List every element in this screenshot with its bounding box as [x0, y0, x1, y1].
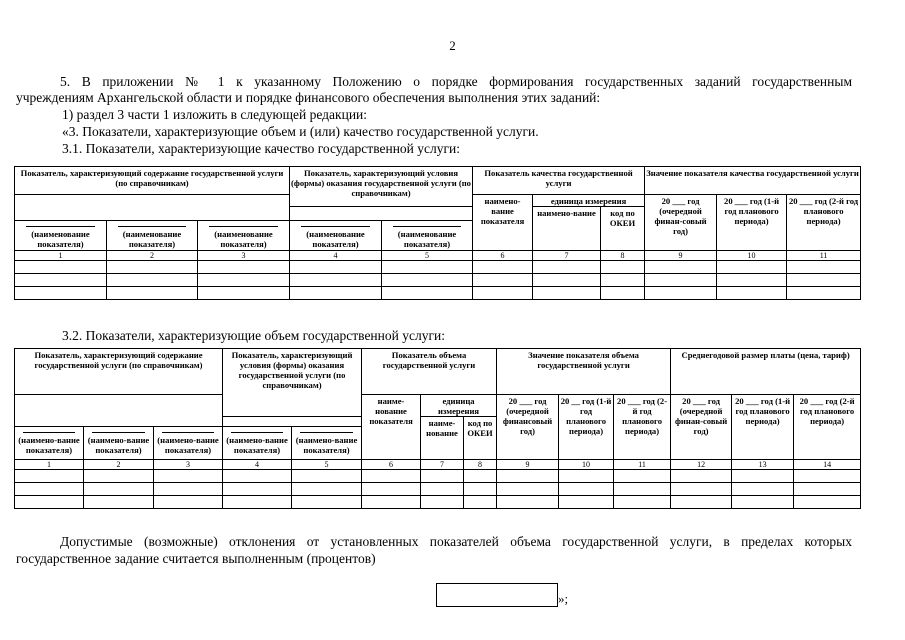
t1-header-value: Значение показателя качества государственной услуги	[645, 167, 861, 195]
t1-col-number: 1	[15, 251, 107, 261]
t1-col-number: 7	[533, 251, 601, 261]
t2-header-fee-current: 20 ___ год (очередной финан-совый год)	[671, 395, 732, 460]
t1-col-number: 2	[107, 251, 198, 261]
t2-header-content: Показатель, характеризующий содержание государственной услуги (по справочникам)	[15, 349, 223, 395]
t1-header-okei: код по ОКЕИ	[601, 207, 645, 251]
t1-header-year-plan1: 20 ___ год (1-й год планового периода)	[717, 195, 787, 251]
t1-sub-col-4: (наименование показателя)	[290, 221, 382, 251]
table-row	[15, 287, 861, 300]
t2-header-unit-name: наиме-нование	[421, 417, 464, 460]
t2-col-number: 9	[497, 460, 559, 470]
section-3-heading: «3. Показатели, характеризующие объем и (или) качество государственной услуги.	[62, 124, 539, 139]
t1-header-conditions: Показатель, характеризующий условия (формы) оказания государственной услуги (по справочникам)	[290, 167, 473, 207]
t2-spacer	[15, 417, 223, 427]
table-row	[15, 470, 861, 483]
table-row	[15, 496, 861, 509]
table-row	[15, 261, 861, 274]
item1-text: 1) раздел 3 части 1 изложить в следующей редакции:	[62, 107, 368, 122]
table-row	[15, 483, 861, 496]
item5-line1: 5. В приложении № 1 к указанному Положению о порядке формирования государственных заданий государственным	[60, 74, 852, 89]
quality-indicators-table	[14, 166, 861, 300]
t2-col-number: 10	[559, 460, 614, 470]
section-3-1-heading: 3.1. Показатели, характеризующие качество государственной услуги:	[62, 141, 461, 156]
t1-col-number: 4	[290, 251, 382, 261]
t2-header-value-plan2: 20 ___ год (2-й год планового периода)	[614, 395, 671, 460]
t1-col-number: 5	[382, 251, 473, 261]
table-row	[15, 274, 861, 287]
t2-header-fee-plan2: 20 ___ год (2-й год планового периода)	[794, 395, 861, 460]
t2-header-conditions: Показатель, характеризующий условия (формы) оказания государственной услуги (по справочникам)	[223, 349, 362, 417]
item5-line2: учреждениям Архангельской области и порядке финансового обеспечения выполнения этих заданий:	[16, 90, 601, 105]
t1-sub-col-5: (наименование показателя)	[382, 221, 473, 251]
t2-header-volume: Показатель объема государственной услуги	[362, 349, 497, 395]
t2-col-number: 11	[614, 460, 671, 470]
t2-col-number: 7	[421, 460, 464, 470]
deviation-line1: Допустимые (возможные) отклонения от установленных показателей объема государственной услуги, в пределах которых	[60, 534, 852, 549]
t2-sub-col-3: (наимено-вание показателя)	[154, 427, 223, 460]
closing-quote-mark: »;	[558, 591, 569, 606]
t1-sub-col-2: (наименование показателя)	[107, 221, 198, 251]
t2-header-okei: код по ОКЕИ	[464, 417, 497, 460]
t1-col-number: 11	[787, 251, 861, 261]
t1-header-year-plan2: 20 ___ год (2-й год планового периода)	[787, 195, 861, 251]
t1-col-number: 9	[645, 251, 717, 261]
t2-col-number: 14	[794, 460, 861, 470]
t2-header-value-plan1: 20 __ год (1-й год планового периода)	[559, 395, 614, 460]
t1-header-unit: единица измерения	[533, 195, 645, 207]
t2-col-number: 5	[292, 460, 362, 470]
t2-header-unit: единица измерения	[421, 395, 497, 417]
t1-sub-col-1: (наименование показателя)	[15, 221, 107, 251]
deviation-line2: государственное задание считается выполненным (процентов)	[16, 551, 376, 566]
t2-header-value: Значение показателя объема государственной услуги	[497, 349, 671, 395]
t2-col-number: 2	[84, 460, 154, 470]
t1-col-number: 3	[198, 251, 290, 261]
t1-col-number: 8	[601, 251, 645, 261]
t2-spacer	[15, 395, 223, 417]
t1-header-indicator-name: наимено-вание показателя	[473, 195, 533, 251]
t1-header-unit-name: наимено-вание	[533, 207, 601, 251]
t1-spacer	[15, 195, 290, 207]
t2-sub-col-5: (наимено-вание показателя)	[292, 427, 362, 460]
t2-sub-col-4: (наимено-вание показателя)	[223, 427, 292, 460]
t2-sub-col-1: (наимено-вание показателя)	[15, 427, 84, 460]
t2-header-indicator-name: наиме-нование показателя	[362, 395, 421, 460]
t2-header-fee: Среднегодовой размер платы (цена, тариф)	[671, 349, 861, 395]
t2-col-number: 4	[223, 460, 292, 470]
t1-spacer	[15, 207, 290, 221]
t1-sub-col-3: (наименование показателя)	[198, 221, 290, 251]
t1-spacer	[290, 207, 473, 221]
t2-col-number: 12	[671, 460, 732, 470]
t1-col-number: 10	[717, 251, 787, 261]
t1-header-content: Показатель, характеризующий содержание государственной услуги (по справочникам)	[15, 167, 290, 195]
volume-indicators-table	[14, 348, 861, 509]
t1-header-quality: Показатель качества государственной услуги	[473, 167, 645, 195]
t2-col-number: 1	[15, 460, 84, 470]
t2-col-number: 13	[732, 460, 794, 470]
t2-header-value-current: 20 ___ год (очередной финансовый год)	[497, 395, 559, 460]
t2-sub-col-2: (наимено-вание показателя)	[84, 427, 154, 460]
t1-col-number: 6	[473, 251, 533, 261]
page-number: 2	[449, 38, 456, 53]
t2-spacer	[223, 417, 362, 427]
section-3-2-heading: 3.2. Показатели, характеризующие объем государственной услуги:	[62, 328, 445, 343]
t2-col-number: 6	[362, 460, 421, 470]
t2-header-fee-plan1: 20 ___ год (1-й год планового периода)	[732, 395, 794, 460]
t2-col-number: 8	[464, 460, 497, 470]
t2-col-number: 3	[154, 460, 223, 470]
t1-header-year-current: 20 ___ год (очередной финан-совый год)	[645, 195, 717, 251]
deviation-percent-box	[436, 583, 558, 607]
